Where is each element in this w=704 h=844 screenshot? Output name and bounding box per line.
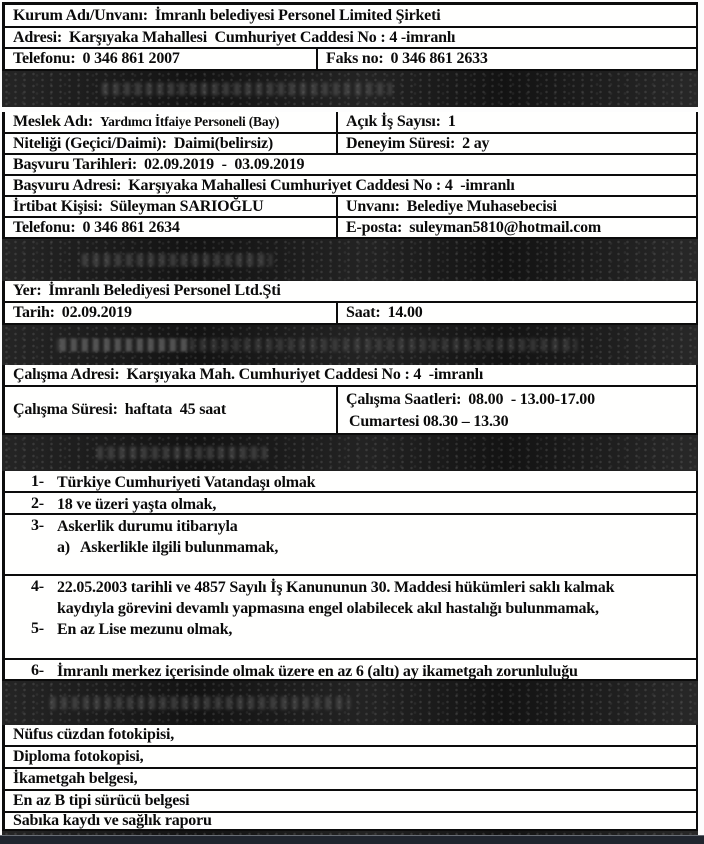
- kurum-value: İmranlı belediyesi Personel Limited Şirketi: [154, 6, 441, 24]
- unvan-value: Belediye Muhasebecisi: [406, 197, 557, 215]
- basvuru-adresi-value: Karşıyaka Mahallesi Cumhuriyet Caddesi No : 4 -imranlı: [128, 176, 515, 194]
- irtibat-field: [5, 197, 336, 217]
- calisma-saatleri-field: [336, 387, 696, 433]
- nitelik-field: [5, 134, 336, 154]
- document-item: Diploma fotokopisi,: [13, 748, 144, 765]
- item-text: 22.05.2003 tarihli ve 4857 Sayılı İş Kanununun 30. Maddesi hükümleri saklı kalmak kaydıyla görevini devamlı yapmasına engel olabilecek akıl hastalığı bulunmamak,: [57, 579, 615, 617]
- saat-field: [336, 303, 696, 323]
- row-telefon2-eposta: [2, 218, 698, 239]
- telefon-field: [5, 49, 316, 69]
- illegible-header-text: [50, 697, 350, 710]
- row-adres: [2, 28, 698, 49]
- row-yer: [2, 281, 698, 303]
- calisma-adresi-field: [5, 365, 696, 385]
- requirement-row-1: [2, 471, 698, 493]
- saat-value: 14.00: [387, 304, 423, 321]
- item-number: 4-: [31, 578, 44, 595]
- illegible-header-text: [102, 83, 392, 96]
- item-text: 18 ve üzeri yaşta olmak,: [57, 496, 217, 513]
- item-main-line: [5, 516, 696, 537]
- faks-field: [316, 49, 696, 69]
- yer-label: Yer:: [13, 282, 42, 299]
- document-item: İkametgah belgesi,: [13, 770, 138, 787]
- item-number: 2-: [31, 495, 44, 512]
- illegible-header-text: [60, 339, 190, 352]
- list-item: [5, 472, 696, 493]
- row-calisma-adresi: [2, 365, 698, 387]
- calisma-suresi-value: haftata 45 saat: [124, 401, 226, 418]
- irtibat-value: Süleyman SARIOĞLU: [109, 197, 264, 215]
- document-row-5: [2, 813, 698, 831]
- requirement-row-2: [2, 493, 698, 515]
- row-basvuru-tarihleri: [2, 155, 698, 176]
- calisma-saatleri-label: Çalışma Saatleri:: [346, 390, 462, 408]
- list-item: [5, 494, 696, 515]
- tarih-field: [5, 303, 336, 323]
- basvuru-tarihleri-label: Başvuru Tarihleri:: [13, 155, 137, 173]
- sub-item-letter: a): [57, 539, 70, 556]
- sub-item-text: Askerlikle ilgili bulunmamak,: [79, 539, 279, 556]
- document-row-1: [2, 725, 698, 747]
- yer-value: İmranlı Belediyesi Personel Ltd.Şti: [48, 282, 281, 299]
- list-item: [5, 516, 696, 558]
- irtibat-label: İrtibat Kişisi:: [13, 197, 103, 215]
- acik-is-label: Açık İş Sayısı:: [346, 113, 441, 130]
- row-meslek: [2, 112, 698, 134]
- list-item: [5, 619, 696, 640]
- calisma-saatleri-line2: Cumartesi 08.30 – 13.30: [349, 412, 509, 430]
- kurum-field: [5, 6, 696, 26]
- nitelik-label: Niteliği (Geçici/Daimi):: [13, 134, 167, 152]
- item-sub-line: [5, 537, 696, 558]
- nitelik-value: Daimi(belirsiz): [173, 134, 274, 152]
- item-text: Askerlik durumu itibarıyla: [57, 518, 238, 535]
- item-number: 5-: [31, 620, 44, 637]
- telefon2-value: 0 346 861 2634: [82, 218, 180, 236]
- row-irtibat-unvan: [2, 197, 698, 218]
- adres-field: [5, 28, 696, 48]
- item-text: Türkiye Cumhuriyeti Vatandaşı olmak: [57, 474, 316, 491]
- meslek-value: Yardımcı İtfaiye Personeli (Bay): [100, 114, 280, 129]
- item-number: 3-: [31, 517, 44, 534]
- section-header-bar-documents: [2, 681, 698, 725]
- adres-label: Adresi:: [13, 28, 62, 46]
- illegible-header-text: [97, 447, 267, 460]
- acik-is-value: 1: [447, 113, 456, 130]
- calisma-suresi-label: Çalışma Süresi:: [13, 401, 118, 418]
- tarih-label: Tarih:: [13, 304, 55, 321]
- faks-label: Faks no:: [326, 50, 384, 67]
- document-row-3: [2, 769, 698, 791]
- adres-value: Karşıyaka Mahallesi Cumhuriyet Caddesi No : 4 -imranlı: [68, 28, 456, 46]
- document-item: Sabıka kaydı ve sağlık raporu: [13, 812, 212, 829]
- window-bottom-strip: [0, 835, 704, 844]
- meslek-field: [5, 112, 336, 132]
- illegible-header-text: [82, 254, 272, 267]
- row-calisma-suresi-saatleri: [2, 387, 698, 435]
- item-number: 1-: [31, 473, 44, 490]
- list-item-group: [5, 577, 696, 640]
- faks-value: 0 346 861 2633: [390, 50, 488, 67]
- row-telefon-faks: [2, 49, 698, 71]
- unvan-field: [336, 197, 696, 216]
- tarih-value: 02.09.2019: [61, 304, 132, 321]
- basvuru-adresi-field: [5, 176, 696, 196]
- telefon-value: 0 346 861 2007: [82, 50, 180, 67]
- eposta-value: suleyman5810@hotmail.com: [409, 218, 602, 236]
- telefon2-field: [5, 218, 336, 238]
- section-header-bar-work-conditions: [2, 325, 698, 365]
- item-number: 6-: [31, 662, 44, 679]
- section-header-bar-interview: [2, 239, 698, 281]
- deneyim-label: Deneyim Süresi:: [346, 134, 456, 152]
- section-header-bar-requirements: [2, 435, 698, 471]
- list-item: [5, 577, 696, 619]
- eposta-label: E-posta:: [346, 218, 403, 236]
- meslek-label: Meslek Adı:: [13, 113, 94, 130]
- requirement-row-4-5: [2, 576, 698, 660]
- requirement-row-6: [2, 660, 698, 681]
- calisma-saatleri-line1: [346, 389, 595, 411]
- telefon-label: Telefonu:: [13, 50, 76, 67]
- section-header-bar-job-info: [2, 71, 698, 107]
- yer-field: [5, 281, 696, 301]
- document-item: Nüfus cüzdan fotokipisi,: [13, 726, 175, 743]
- basvuru-adresi-label: Başvuru Adresi:: [13, 176, 122, 194]
- requirement-row-3: [2, 515, 698, 576]
- item-text: İmranlı merkez içerisinde olmak üzere en az 6 (altı) ay ikametgah zorunluluğu: [57, 663, 578, 680]
- document-row-2: [2, 747, 698, 769]
- row-tarih-saat: [2, 303, 698, 325]
- calisma-adresi-value: Karşıyaka Mah. Cumhuriyet Caddesi No : 4 -imranlı: [126, 366, 484, 383]
- acik-is-field: [336, 112, 696, 132]
- telefon2-label: Telefonu:: [13, 218, 76, 236]
- document-row-4: [2, 791, 698, 813]
- calisma-suresi-field: [5, 400, 336, 420]
- deneyim-field: [336, 134, 696, 153]
- row-nitelik: [2, 134, 698, 155]
- job-posting-table: [2, 2, 698, 840]
- unvan-label: Unvanı:: [346, 197, 400, 215]
- item-text: En az Lise mezunu olmak,: [57, 621, 233, 638]
- row-basvuru-adresi: [2, 176, 698, 197]
- eposta-field: [336, 218, 696, 237]
- saat-label: Saat:: [346, 304, 381, 321]
- list-item: [5, 661, 696, 682]
- row-kurum: [2, 5, 698, 28]
- document-item: En az B tipi sürücü belgesi: [13, 792, 190, 809]
- deneyim-value: 2 ay: [462, 134, 490, 152]
- calisma-saatleri-value: 08.00 - 13.00-17.00: [468, 390, 595, 408]
- basvuru-tarihleri-field: [5, 155, 696, 175]
- calisma-adresi-label: Çalışma Adresi:: [13, 366, 120, 383]
- kurum-label: Kurum Adı/Unvanı:: [13, 6, 148, 24]
- basvuru-tarihleri-value: 02.09.2019 - 03.09.2019: [143, 155, 305, 173]
